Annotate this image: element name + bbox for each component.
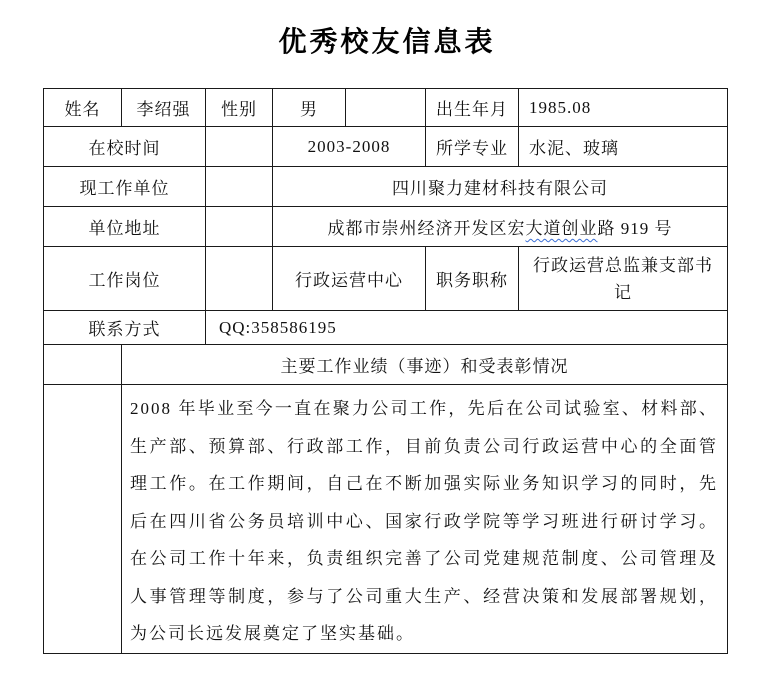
major-label: 所学专业 [426, 127, 519, 167]
school-period-value: 2003-2008 [273, 127, 426, 167]
address-label: 单位地址 [44, 207, 206, 247]
empty-cell [206, 207, 273, 247]
page-title: 优秀校友信息表 [278, 27, 496, 58]
row-address [44, 207, 728, 247]
birth-value: 1985.08 [519, 89, 728, 127]
employer-label: 现工作单位 [44, 167, 206, 207]
name-label: 姓名 [44, 89, 122, 127]
address-text-suffix: 路 919 号 [597, 219, 673, 238]
name-value: 李绍强 [122, 89, 206, 127]
empty-cell [346, 89, 426, 127]
job-title-label: 职务职称 [426, 247, 519, 311]
row-achievements-header [44, 345, 728, 385]
row-basic-info [44, 89, 728, 127]
contact-label: 联系方式 [44, 311, 206, 345]
empty-cell [44, 345, 122, 385]
empty-cell [206, 247, 273, 311]
empty-cell [206, 127, 273, 167]
position-value: 行政运营中心 [273, 247, 426, 311]
gender-value: 男 [273, 89, 346, 127]
contact-value: QQ:358586195 [206, 311, 728, 345]
row-position [44, 247, 728, 311]
address-text-spellcheck-underlined: 大道创业 [525, 219, 598, 238]
major-value: 水泥、玻璃 [519, 127, 728, 167]
job-title-value: 行政运营总监兼支部书记 [519, 247, 728, 311]
row-contact [44, 311, 728, 345]
position-label: 工作岗位 [44, 247, 206, 311]
alumni-info-table [43, 88, 728, 654]
address-value [273, 207, 728, 247]
birth-label: 出生年月 [426, 89, 519, 127]
row-achievements-body [44, 385, 728, 654]
empty-cell [206, 167, 273, 207]
achievements-header: 主要工作业绩（事迹）和受表彰情况 [122, 345, 728, 385]
gender-label: 性别 [206, 89, 273, 127]
school-period-label: 在校时间 [44, 127, 206, 167]
achievements-text: 2008 年毕业至今一直在聚力公司工作，先后在公司试验室、材料部、生产部、预算部、行政部工作，目前负责公司行政运营中心的全面管理工作。在工作期间，自己在不断加强实际业务知识学习的同时，先后在四川省公务员培训中心、国家行政学院等学习班进行研讨学习。在公司工作十年来，负责组织完善了公司党建规范制度、公司管理及人事管理等制度，参与了公司重大生产、经营决策和发展部署规划，为公司长远发展奠定了坚实基础。 [122, 385, 728, 654]
row-employer [44, 167, 728, 207]
employer-value: 四川聚力建材科技有限公司 [273, 167, 728, 207]
address-text-prefix: 成都市崇州经济开发区宏 [327, 219, 526, 238]
empty-cell [44, 385, 122, 654]
row-school-major [44, 127, 728, 167]
